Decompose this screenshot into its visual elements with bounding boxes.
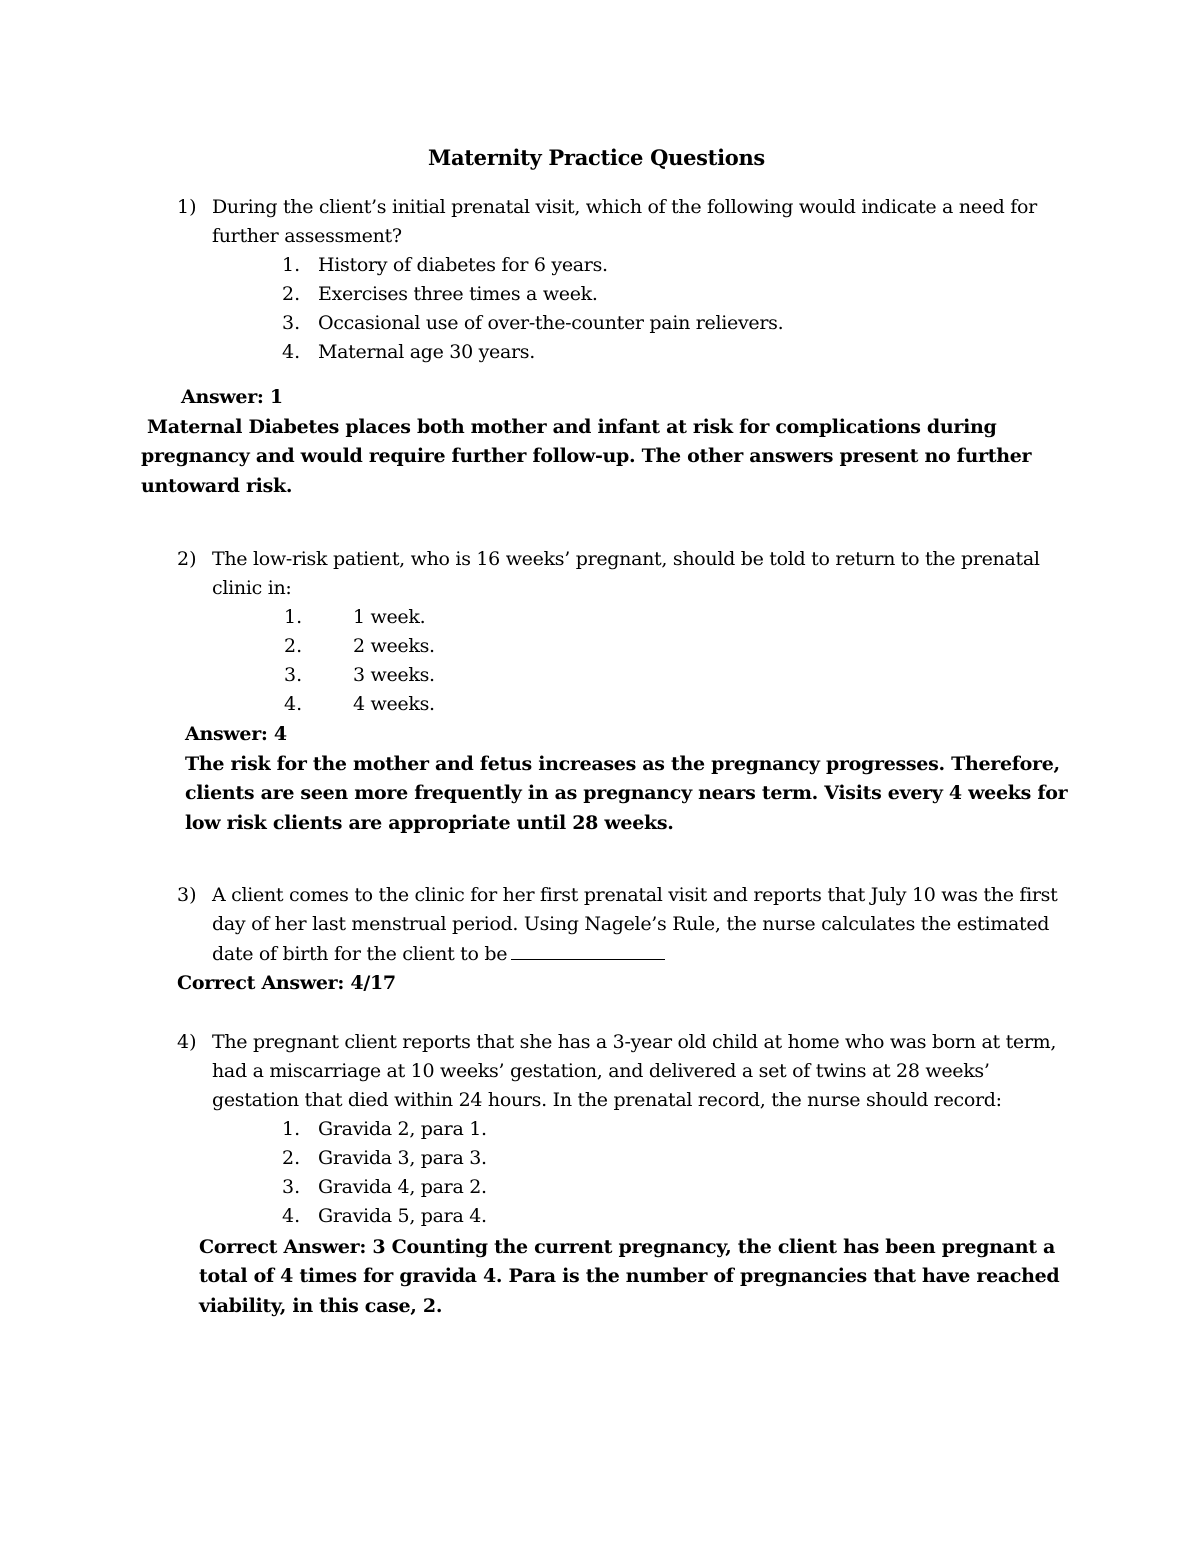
question-3-answer: Correct Answer: 4/17 — [177, 972, 396, 994]
option-text: 4 weeks. — [353, 693, 435, 715]
question-4-answer: Correct Answer: 3 Counting the current pregnancy, the client has been pregnant a — [199, 1236, 1056, 1258]
question-4-stem: had a miscarriage at 10 weeks’ gestation, and delivered a set of twins at 28 weeks’ — [212, 1060, 990, 1082]
option-number: 1. — [282, 1118, 301, 1140]
question-2-rationale: low risk clients are appropriate until 28 weeks. — [185, 812, 674, 834]
option-text: Occasional use of over-the-counter pain relievers. — [318, 312, 784, 334]
question-1-stem: further assessment? — [212, 225, 402, 247]
option-number: 4. — [282, 1205, 301, 1227]
question-4-answer: viability, in this case, 2. — [199, 1295, 443, 1317]
option-text: 1 week. — [353, 606, 426, 628]
question-2-rationale: clients are seen more frequently in as pregnancy nears term. Visits every 4 weeks for — [185, 782, 1068, 804]
option-text: Exercises three times a week. — [318, 283, 598, 305]
option-number: 4. — [284, 693, 303, 715]
question-1-rationale: Maternal Diabetes places both mother and infant at risk for complications during — [147, 416, 997, 438]
question-1-number: 1) — [177, 196, 197, 218]
question-2-answer: Answer: 4 — [185, 723, 287, 745]
question-3-stem: date of birth for the client to be — [212, 943, 508, 965]
question-4-stem: The pregnant client reports that she has a 3-year old child at home who was born at term, — [212, 1031, 1057, 1053]
question-1-rationale: pregnancy and would require further follow-up. The other answers present no further — [141, 445, 1032, 467]
page-title: Maternity Practice Questions — [428, 145, 765, 170]
option-text: Gravida 5, para 4. — [318, 1205, 487, 1227]
option-number: 3. — [284, 664, 303, 686]
question-2-rationale: The risk for the mother and fetus increases as the pregnancy progresses. Therefore, — [185, 753, 1060, 775]
question-3-stem: A client comes to the clinic for her first prenatal visit and reports that July 10 was the first — [212, 884, 1058, 906]
option-text: Maternal age 30 years. — [318, 341, 535, 363]
option-number: 3. — [282, 1176, 301, 1198]
question-1-rationale: untoward risk. — [141, 475, 293, 497]
option-number: 2. — [282, 283, 301, 305]
option-text: 3 weeks. — [353, 664, 435, 686]
question-3-stem: day of her last menstrual period. Using Nagele’s Rule, the nurse calculates the estimated — [212, 913, 1050, 935]
option-number: 3. — [282, 312, 301, 334]
option-text: Gravida 2, para 1. — [318, 1118, 487, 1140]
question-1-answer: Answer: 1 — [181, 386, 283, 408]
question-4-stem: gestation that died within 24 hours. In the prenatal record, the nurse should record: — [212, 1089, 1002, 1111]
question-3-number: 3) — [177, 884, 197, 906]
option-number: 4. — [282, 341, 301, 363]
option-text: 2 weeks. — [353, 635, 435, 657]
option-text: Gravida 4, para 2. — [318, 1176, 487, 1198]
question-2-number: 2) — [177, 548, 197, 570]
option-number: 1. — [284, 606, 303, 628]
question-3-stem-line-3 — [212, 941, 665, 966]
option-text: History of diabetes for 6 years. — [318, 254, 608, 276]
answer-blank — [511, 941, 665, 960]
question-4-answer: total of 4 times for gravida 4. Para is the number of pregnancies that have reached — [199, 1265, 1060, 1287]
option-number: 1. — [282, 254, 301, 276]
option-number: 2. — [284, 635, 303, 657]
question-4-number: 4) — [177, 1031, 197, 1053]
option-number: 2. — [282, 1147, 301, 1169]
option-text: Gravida 3, para 3. — [318, 1147, 487, 1169]
question-2-stem: clinic in: — [212, 577, 292, 599]
question-1-stem: During the client’s initial prenatal visit, which of the following would indicate a need for — [212, 196, 1037, 218]
question-2-stem: The low-risk patient, who is 16 weeks’ pregnant, should be told to return to the prenatal — [212, 548, 1040, 570]
